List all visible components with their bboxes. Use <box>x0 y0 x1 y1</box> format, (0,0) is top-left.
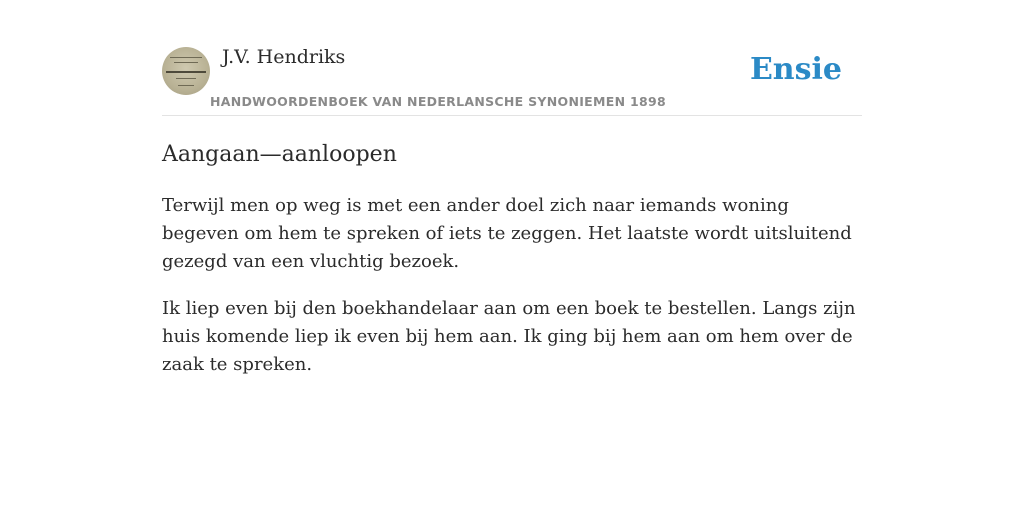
author-avatar[interactable] <box>162 47 210 95</box>
entry-title: Aangaan—aanloopen <box>162 142 397 167</box>
entry-paragraph-2: Ik liep even bij den boekhandelaar aan om een boek te bestellen. Langs zijn huis komende liep ik even bij hem aan. Ik ging bij hem aan om hem over de zaak te spreken. <box>162 298 856 375</box>
page-content <box>162 0 862 379</box>
source-title[interactable]: HANDWOORDENBOEK VAN NEDERLANSCHE SYNONIEMEN 1898 <box>210 94 667 109</box>
entry-header <box>162 0 862 116</box>
ensie-logo[interactable]: Ensie <box>749 52 842 87</box>
author-name[interactable]: J.V. Hendriks <box>222 46 346 68</box>
entry-paragraph-1: Terwijl men op weg is met een ander doel zich naar iemands woning begeven om hem te spreken of iets te zeggen. Het laatste wordt uitsluitend gezegd van een vluchtig bezoek. <box>162 195 852 272</box>
